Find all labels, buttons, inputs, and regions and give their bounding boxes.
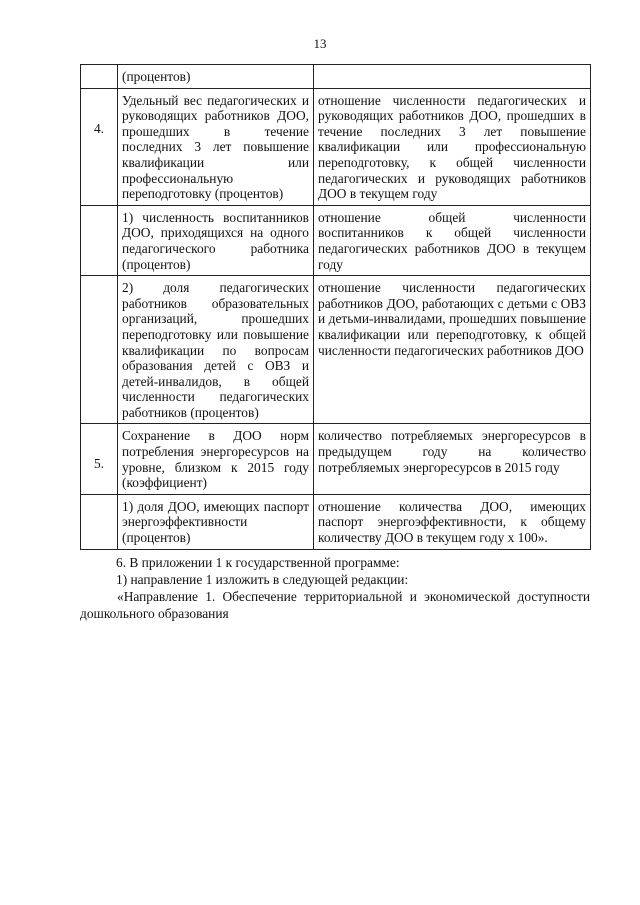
indicator-cell: Удельный вес педагогических и руководящих работников ДОО, прошедших в течение последних 3 лет повышение квалификации или профессиональную переподготовку (процентов) — [118, 88, 314, 205]
row-number: 4. — [81, 88, 118, 205]
page-number: 13 — [313, 36, 327, 51]
table-row — [81, 276, 591, 424]
indicator-cell: 2) доля педагогических работников образовательных организаций, прошедших переподготовку или повышение квалификации по вопросам образования детей с ОВЗ и детей-инвалидов, в общей численности педагогических работников (процентов) — [118, 276, 314, 424]
method-cell: отношение численности педагогических работников ДОО, работающих с детьми с ОВЗ и детьми-инвалидами, прошедших повышение квалификации или переподготовку, к общей численности педагогических работников ДОО — [314, 276, 591, 424]
indicators-table — [80, 64, 591, 550]
row-number — [81, 494, 118, 549]
method-cell: отношение общей численности воспитанников к общей численности педагогических работников ДОО в текущем году — [314, 205, 591, 275]
indicator-cell: (процентов) — [118, 65, 314, 89]
amendment-line: «Направление 1. Обеспечение территориальной и экономической доступности дошкольного образования — [80, 589, 590, 621]
row-number — [81, 205, 118, 275]
method-cell: отношение количества ДОО, имеющих паспорт энергоэффективности, к общему количеству ДОО в текущем году x 100». — [314, 494, 591, 549]
indicator-cell: Сохранение в ДОО норм потребления энергоресурсов на уровне, близком к 2015 году (коэффициент) — [118, 424, 314, 494]
amendment-text — [80, 554, 590, 622]
amendment-line: 1) направление 1 изложить в следующей редакции: — [116, 572, 409, 587]
method-cell — [314, 65, 591, 89]
indicator-cell: 1) численность воспитанников ДОО, приходящихся на одного педагогического работника (процентов) — [118, 205, 314, 275]
method-cell: отношение численности педагогических и руководящих работников ДОО, прошедших в течение последних 3 лет повышение квалификации или профессиональную переподготовку, к общей численности педагогических и руководящих работников ДОО в текущем году — [314, 88, 591, 205]
table-row — [81, 88, 591, 205]
table-row — [81, 65, 591, 89]
indicator-cell: 1) доля ДОО, имеющих паспорт энергоэффективности (процентов) — [118, 494, 314, 549]
row-number — [81, 276, 118, 424]
row-number: 5. — [81, 424, 118, 494]
table-row — [81, 494, 591, 549]
row-number — [81, 65, 118, 89]
method-cell: количество потребляемых энергоресурсов в предыдущем году на количество потребляемых энергоресурсов в 2015 году — [314, 424, 591, 494]
table-row — [81, 424, 591, 494]
table-row — [81, 205, 591, 275]
amendment-line: 6. В приложении 1 к государственной программе: — [116, 555, 400, 570]
